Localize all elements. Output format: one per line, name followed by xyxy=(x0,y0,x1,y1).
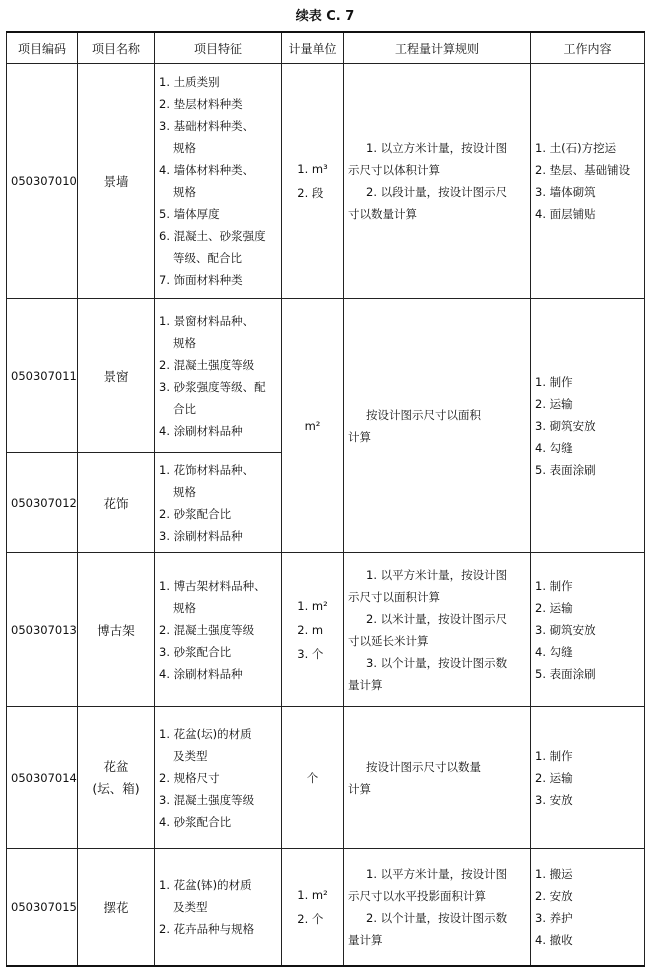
list-line: 规格 xyxy=(173,141,196,155)
list-line: 3. 墙体砌筑 xyxy=(535,185,596,199)
list-line: 2. 运输 xyxy=(535,770,573,785)
item-name: 花饰 xyxy=(78,453,155,553)
item-name: 景墙 xyxy=(78,64,155,299)
rule-line: 寸以数量计算 xyxy=(348,207,417,221)
list-line: 1. m³ xyxy=(297,162,328,176)
list-line: 3. 涂刷材料品种 xyxy=(159,528,243,543)
list-line: 4. 砂浆配合比 xyxy=(159,814,232,829)
item-features xyxy=(155,64,282,299)
list-line: 2. 个 xyxy=(297,911,324,926)
list-line: 4. 面层铺贴 xyxy=(535,207,596,221)
list-line: 3. 砂浆强度等级、配 xyxy=(159,379,266,394)
list-line: 2. 垫层、基础铺设 xyxy=(535,163,631,177)
list-line: 2. 混凝土强度等级 xyxy=(159,357,255,372)
list-line: 规格 xyxy=(173,484,196,499)
item-work xyxy=(531,299,645,553)
rule-line: 示尺寸以体积计算 xyxy=(348,163,440,177)
list-line: 2. 段 xyxy=(297,186,324,200)
list-line: 4. 涂刷材料品种 xyxy=(159,423,243,438)
list-line: 1. 土质类别 xyxy=(159,75,220,89)
item-code: 050307013 xyxy=(7,553,78,707)
item-name-line: (坛、箱) xyxy=(92,780,140,796)
item-rules xyxy=(344,64,531,299)
item-features xyxy=(155,707,282,849)
item-code: 050307015 xyxy=(7,849,78,966)
list-line: 7. 饰面材料种类 xyxy=(159,273,243,287)
item-unit: m² xyxy=(282,299,344,553)
list-line: 2. 垫层材料种类 xyxy=(159,97,243,111)
rule-line: 计算 xyxy=(348,781,371,796)
list-line: 2. 花卉品种与规格 xyxy=(159,921,255,936)
list-line: 5. 表面涂刷 xyxy=(535,666,596,681)
item-code: 050307014 xyxy=(7,707,78,849)
list-line: 2. 运输 xyxy=(535,396,573,411)
table-row xyxy=(7,849,645,966)
item-name: 摆花 xyxy=(78,849,155,966)
list-line: 5. 墙体厚度 xyxy=(159,207,220,221)
rule-line: 寸以延长米计算 xyxy=(348,633,429,648)
table-row xyxy=(7,707,645,849)
list-line: 1. 制作 xyxy=(535,374,573,389)
rule-line: 示尺寸以面积计算 xyxy=(348,589,440,604)
list-line: 1. m² xyxy=(297,887,328,902)
spec-table xyxy=(6,31,645,967)
rule-line: 3. 以个计量，按设计图示数 xyxy=(366,655,508,670)
item-code: 050307011 xyxy=(7,299,78,453)
list-line: 4. 墙体材料种类、 xyxy=(159,163,255,177)
list-line: 1. 花盆(坛)的材质 xyxy=(159,726,252,741)
list-line: 规格 xyxy=(173,185,196,199)
table-row xyxy=(7,553,645,707)
item-rules xyxy=(344,553,531,707)
item-unit xyxy=(282,849,344,966)
item-work xyxy=(531,64,645,299)
list-line: 3. 基础材料种类、 xyxy=(159,119,255,133)
rule-line: 1. 以平方米计量，按设计图 xyxy=(366,866,508,881)
list-line: 3. 砂浆配合比 xyxy=(159,644,232,659)
item-work xyxy=(531,849,645,966)
list-line: 6. 混凝土、砂浆强度 xyxy=(159,229,266,243)
item-code: 050307010 xyxy=(7,64,78,299)
item-rules xyxy=(344,849,531,966)
rule-line: 按设计图示尺寸以面积 xyxy=(366,407,481,422)
list-line: 3. 砌筑安放 xyxy=(535,418,596,433)
rule-line: 2. 以个计量，按设计图示数 xyxy=(366,910,508,925)
list-line: 3. 安放 xyxy=(535,792,573,807)
item-work xyxy=(531,553,645,707)
list-line: 1. 土(石)方挖运 xyxy=(535,141,617,155)
item-features xyxy=(155,453,282,553)
list-line: 规格 xyxy=(173,335,196,350)
rule-line: 计算 xyxy=(348,429,371,444)
list-line: 1. 搬运 xyxy=(535,866,573,881)
item-unit: 个 xyxy=(282,707,344,849)
list-line: 3. 砌筑安放 xyxy=(535,622,596,637)
item-name-line: 花盆 xyxy=(103,758,129,774)
rule-line: 量计算 xyxy=(348,932,383,947)
list-line: 5. 表面涂刷 xyxy=(535,462,596,477)
list-line: 3. 养护 xyxy=(535,910,573,925)
header-unit: 计量单位 xyxy=(282,32,344,64)
rule-line: 按设计图示尺寸以数量 xyxy=(366,759,481,774)
list-line: 1. 花盆(钵)的材质 xyxy=(159,877,252,892)
item-features xyxy=(155,299,282,453)
item-rules xyxy=(344,707,531,849)
list-line: 1. 景窗材料品种、 xyxy=(159,313,255,328)
list-line: 4. 勾缝 xyxy=(535,440,573,455)
table-caption: 续表 C. 7 xyxy=(295,9,355,24)
list-line: 1. 制作 xyxy=(535,748,573,763)
rule-line: 2. 以米计量，按设计图示尺 xyxy=(366,611,508,626)
header-work: 工作内容 xyxy=(531,32,645,64)
list-line: 2. 砂浆配合比 xyxy=(159,506,232,521)
rule-line: 示尺寸以水平投影面积计算 xyxy=(348,888,486,903)
item-rules xyxy=(344,299,531,553)
header-name: 项目名称 xyxy=(78,32,155,64)
table-row xyxy=(7,299,645,453)
item-name: 博古架 xyxy=(78,553,155,707)
rule-line: 1. 以立方米计量，按设计图 xyxy=(366,141,508,155)
list-line: 2. m xyxy=(297,622,324,637)
list-line: 及类型 xyxy=(173,748,208,763)
list-line: 2. 混凝土强度等级 xyxy=(159,622,255,637)
list-line: 及类型 xyxy=(173,899,208,914)
list-line: 4. 撤收 xyxy=(535,932,573,947)
list-line: 2. 运输 xyxy=(535,600,573,615)
header-features: 项目特征 xyxy=(155,32,282,64)
item-name: 景窗 xyxy=(78,299,155,453)
item-name xyxy=(78,707,155,849)
header-row xyxy=(7,32,645,64)
item-unit xyxy=(282,64,344,299)
item-unit xyxy=(282,553,344,707)
item-features xyxy=(155,553,282,707)
rule-line: 1. 以平方米计量，按设计图 xyxy=(366,567,508,582)
list-line: 规格 xyxy=(173,600,196,615)
list-line: 2. 安放 xyxy=(535,888,573,903)
header-code: 项目编码 xyxy=(7,32,78,64)
item-code: 050307012 xyxy=(7,453,78,553)
list-line: 1. 博古架材料品种、 xyxy=(159,578,266,593)
list-line: 3. 个 xyxy=(297,646,324,661)
list-line: 1. m² xyxy=(297,598,328,613)
list-line: 4. 勾缝 xyxy=(535,644,573,659)
rule-line: 2. 以段计量，按设计图示尺 xyxy=(366,185,508,199)
list-line: 1. 制作 xyxy=(535,578,573,593)
rule-line: 量计算 xyxy=(348,677,383,692)
list-line: 4. 涂刷材料品种 xyxy=(159,666,243,681)
table-row xyxy=(7,64,645,299)
list-line: 1. 花饰材料品种、 xyxy=(159,462,255,477)
header-rules: 工程量计算规则 xyxy=(344,32,531,64)
list-line: 等级、配合比 xyxy=(173,251,242,265)
item-work xyxy=(531,707,645,849)
list-line: 2. 规格尺寸 xyxy=(159,770,220,785)
list-line: 3. 混凝土强度等级 xyxy=(159,792,255,807)
item-features xyxy=(155,849,282,966)
list-line: 合比 xyxy=(173,401,196,416)
